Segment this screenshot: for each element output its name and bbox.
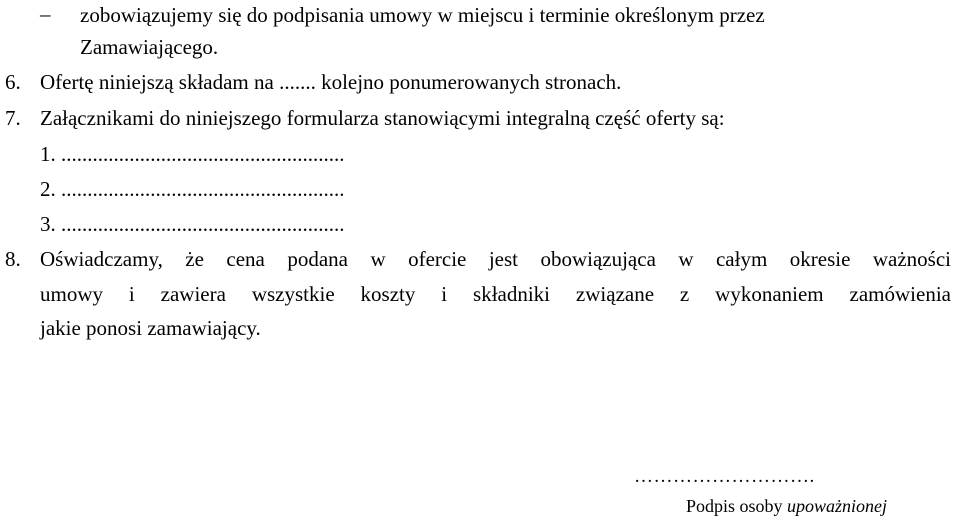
item8-line1: Oświadczamy, że cena podana w ofercie jest obowiązująca w całym okresie ważności — [40, 247, 951, 271]
item8-line2: umowy i zawiera wszystkie koszty i składniki związane z wykonaniem zamówienia — [40, 282, 951, 306]
signature-line: ………………………. — [634, 466, 815, 487]
item6-number: 6. — [5, 70, 21, 94]
attachment-2: 2. ...................................................... — [40, 177, 345, 201]
item5-line2: Zamawiającego. — [80, 35, 219, 59]
item8-number: 8. — [5, 247, 21, 271]
item6-text: Ofertę niniejszą składam na ....... kolejno ponumerowanych stronach. — [40, 70, 622, 94]
attachment-3: 3. ...................................................... — [40, 212, 345, 236]
item7-text: Załącznikami do niniejszego formularza stanowiącymi integralną część oferty są: — [40, 106, 725, 130]
dash-bullet: – — [40, 2, 51, 26]
item5-line1: zobowiązujemy się do podpisania umowy w miejscu i terminie określonym przez — [80, 3, 765, 27]
item7-number: 7. — [5, 106, 21, 130]
attachment-1: 1. ...................................................... — [40, 142, 345, 166]
item8-line3: jakie ponosi zamawiający. — [40, 316, 261, 340]
signature-label-regular: Podpis osoby — [686, 496, 788, 516]
signature-label-italic: upoważnionej — [787, 496, 888, 516]
signature-label — [686, 496, 887, 517]
